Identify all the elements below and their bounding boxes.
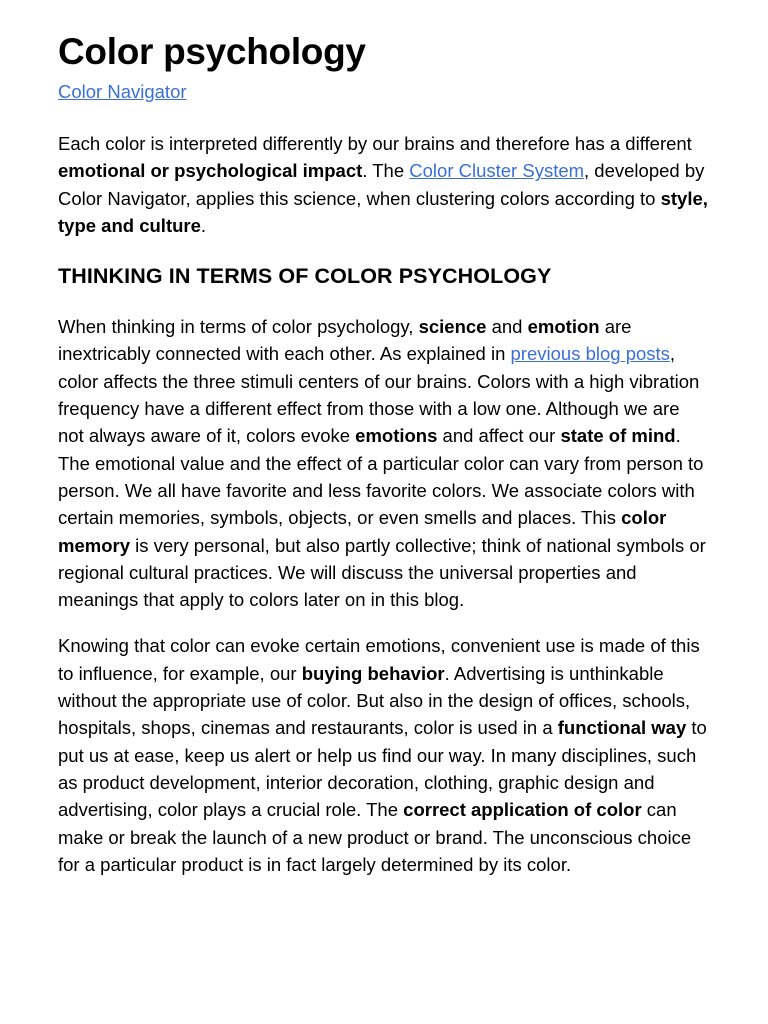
p3-text-1: Knowing that color can evoke certain emotions, convenient use is made of this to influence, for example, our bbox=[58, 635, 700, 684]
p3-text-3: to put us at ease, keep us alert or help us find our way. In many disciplines, such as product development, interior decoration, clothing, graphic design and advertising, color plays a crucial role. The bbox=[58, 717, 707, 821]
intro-text-4: . bbox=[200, 214, 207, 236]
p2-bold-3: emotions bbox=[355, 425, 438, 447]
intro-bold-1: emotional or psychological impact bbox=[58, 160, 363, 182]
p2-text-5: and affect our bbox=[437, 425, 561, 447]
p2-text-7: is very personal, but also partly collective; think of national symbols or regional cultural practices. We will discuss the universal properties and meanings that apply to colors later on in this blog. bbox=[58, 534, 706, 611]
p2-text-4: , color affects the three stimuli centers of our brains. Colors with a high vibration frequency have a different effect from those with a low one. Although we are not always aware of it, colors evoke bbox=[58, 343, 700, 447]
previous-blog-posts-link[interactable]: previous blog posts bbox=[510, 343, 670, 365]
p3-bold-1: buying behavior bbox=[301, 662, 445, 684]
p2-text-2: and bbox=[486, 316, 528, 338]
buying-behavior-paragraph bbox=[58, 632, 710, 878]
p2-bold-4: state of mind bbox=[560, 425, 676, 447]
intro-text-3: , developed by Color Navigator, applies this science, when clustering colors according to bbox=[58, 160, 705, 209]
p2-text-3: are inextricably connected with each other. As explained in bbox=[58, 316, 632, 365]
section-heading: THINKING IN TERMS OF COLOR PSYCHOLOGY bbox=[58, 264, 552, 289]
p3-text-2: . Advertising is unthinkable without the appropriate use of color. But also in the design of offices, schools, hospitals, shops, cinemas and restaurants, color is used in a bbox=[58, 662, 691, 739]
intro-text-2: . The bbox=[362, 160, 410, 182]
p2-bold-1: science bbox=[418, 316, 487, 338]
p2-text-1: When thinking in terms of color psychology, bbox=[58, 316, 419, 338]
p2-bold-2: emotion bbox=[527, 316, 600, 338]
p3-bold-2: functional way bbox=[557, 717, 687, 739]
thinking-paragraph bbox=[58, 313, 710, 613]
intro-paragraph bbox=[58, 130, 710, 239]
intro-text-1: Each color is interpreted differently by our brains and therefore has a different bbox=[58, 133, 692, 154]
page-title: Color psychology bbox=[58, 31, 366, 72]
p3-bold-3: correct application of color bbox=[403, 799, 642, 821]
color-navigator-link[interactable]: Color Navigator bbox=[58, 81, 187, 102]
intro-bold-2: style, type and culture bbox=[58, 187, 708, 236]
p2-text-6: . The emotional value and the effect of a particular color can vary from person to person. We all have favorite and less favorite colors. We associate colors with certain memories, symbols, objects, or even smells and places. This bbox=[58, 425, 704, 529]
color-cluster-system-link[interactable]: Color Cluster System bbox=[409, 160, 585, 182]
p2-bold-5: color memory bbox=[58, 507, 667, 556]
p3-text-4: can make or break the launch of a new product or brand. The unconscious choice for a particular product is in fact largely determined by its color. bbox=[58, 799, 692, 875]
